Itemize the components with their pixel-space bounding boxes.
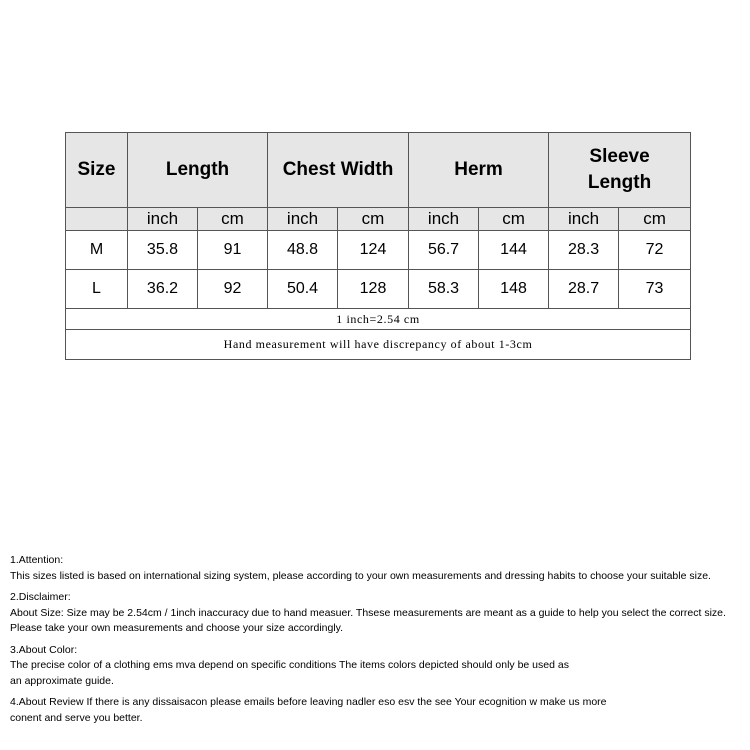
value-cell: 50.4	[268, 270, 338, 309]
value-cell: 72	[619, 231, 691, 270]
unit-cell: cm	[198, 208, 268, 231]
table-row	[66, 231, 691, 270]
size-chart-table	[65, 132, 691, 360]
note-title: 2.Disclaimer:	[10, 591, 71, 603]
value-cell: 56.7	[409, 231, 479, 270]
table-row	[66, 270, 691, 309]
value-cell: 73	[619, 270, 691, 309]
note-line: Please take your own measurements and choose your size accordingly.	[10, 622, 344, 634]
header-sleeve-length	[549, 133, 691, 208]
attention-note	[10, 553, 745, 584]
note-line: an approximate guide.	[10, 674, 114, 687]
disclaimer-note	[10, 590, 745, 637]
value-cell: 144	[479, 231, 549, 270]
unit-cell: inch	[128, 208, 198, 231]
value-cell: 128	[338, 270, 409, 309]
note-line: 4.About Review If there is any dissaisacon please emails before leaving nadler eso esv the see Your ecognition w make us more	[10, 696, 607, 708]
note-title: 1.Attention:	[10, 554, 64, 566]
color-note	[10, 643, 745, 690]
notes-section	[10, 553, 745, 732]
measurement-note: Hand measurement will have discrepancy of about 1-3cm	[66, 330, 691, 360]
conversion-note: 1 inch=2.54 cm	[66, 309, 691, 330]
unit-blank	[66, 208, 128, 231]
value-cell: 28.3	[549, 231, 619, 270]
size-cell: L	[66, 270, 128, 309]
value-cell: 35.8	[128, 231, 198, 270]
note-line: conent and serve you better.	[10, 711, 143, 724]
unit-cell: cm	[619, 208, 691, 231]
review-note	[10, 695, 745, 726]
header-length: Length	[128, 133, 268, 208]
header-sleeve-line2: Length	[587, 172, 652, 193]
unit-cell: cm	[338, 208, 409, 231]
header-herm: Herm	[409, 133, 549, 208]
unit-row	[66, 208, 691, 231]
note-line: This sizes listed is based on international sizing system, please according to your own measurements and dressing habits to choose your suitable size.	[10, 569, 711, 582]
value-cell: 28.7	[549, 270, 619, 309]
note-title: 3.About Color:	[10, 643, 78, 656]
value-cell: 48.8	[268, 231, 338, 270]
header-size: Size	[66, 133, 128, 208]
unit-cell: inch	[268, 208, 338, 231]
unit-cell: inch	[549, 208, 619, 231]
measurement-row	[66, 330, 691, 360]
value-cell: 91	[198, 231, 268, 270]
unit-cell: inch	[409, 208, 479, 231]
value-cell: 148	[479, 270, 549, 309]
note-line: About Size: Size may be 2.54cm / 1inch inaccuracy due to hand measuer. Thsese measurements are meant as a guide to help you select the correct size.	[10, 606, 726, 619]
note-line: The precise color of a clothing ems mva depend on specific conditions The items colors depicted should only be used as	[10, 659, 569, 671]
header-chest-width: Chest Width	[268, 133, 409, 208]
header-row	[66, 133, 691, 208]
value-cell: 92	[198, 270, 268, 309]
value-cell: 58.3	[409, 270, 479, 309]
conversion-row	[66, 309, 691, 330]
size-cell: M	[66, 231, 128, 270]
unit-cell: cm	[479, 208, 549, 231]
value-cell: 36.2	[128, 270, 198, 309]
value-cell: 124	[338, 231, 409, 270]
header-sleeve-line1: Sleeve	[589, 146, 650, 167]
